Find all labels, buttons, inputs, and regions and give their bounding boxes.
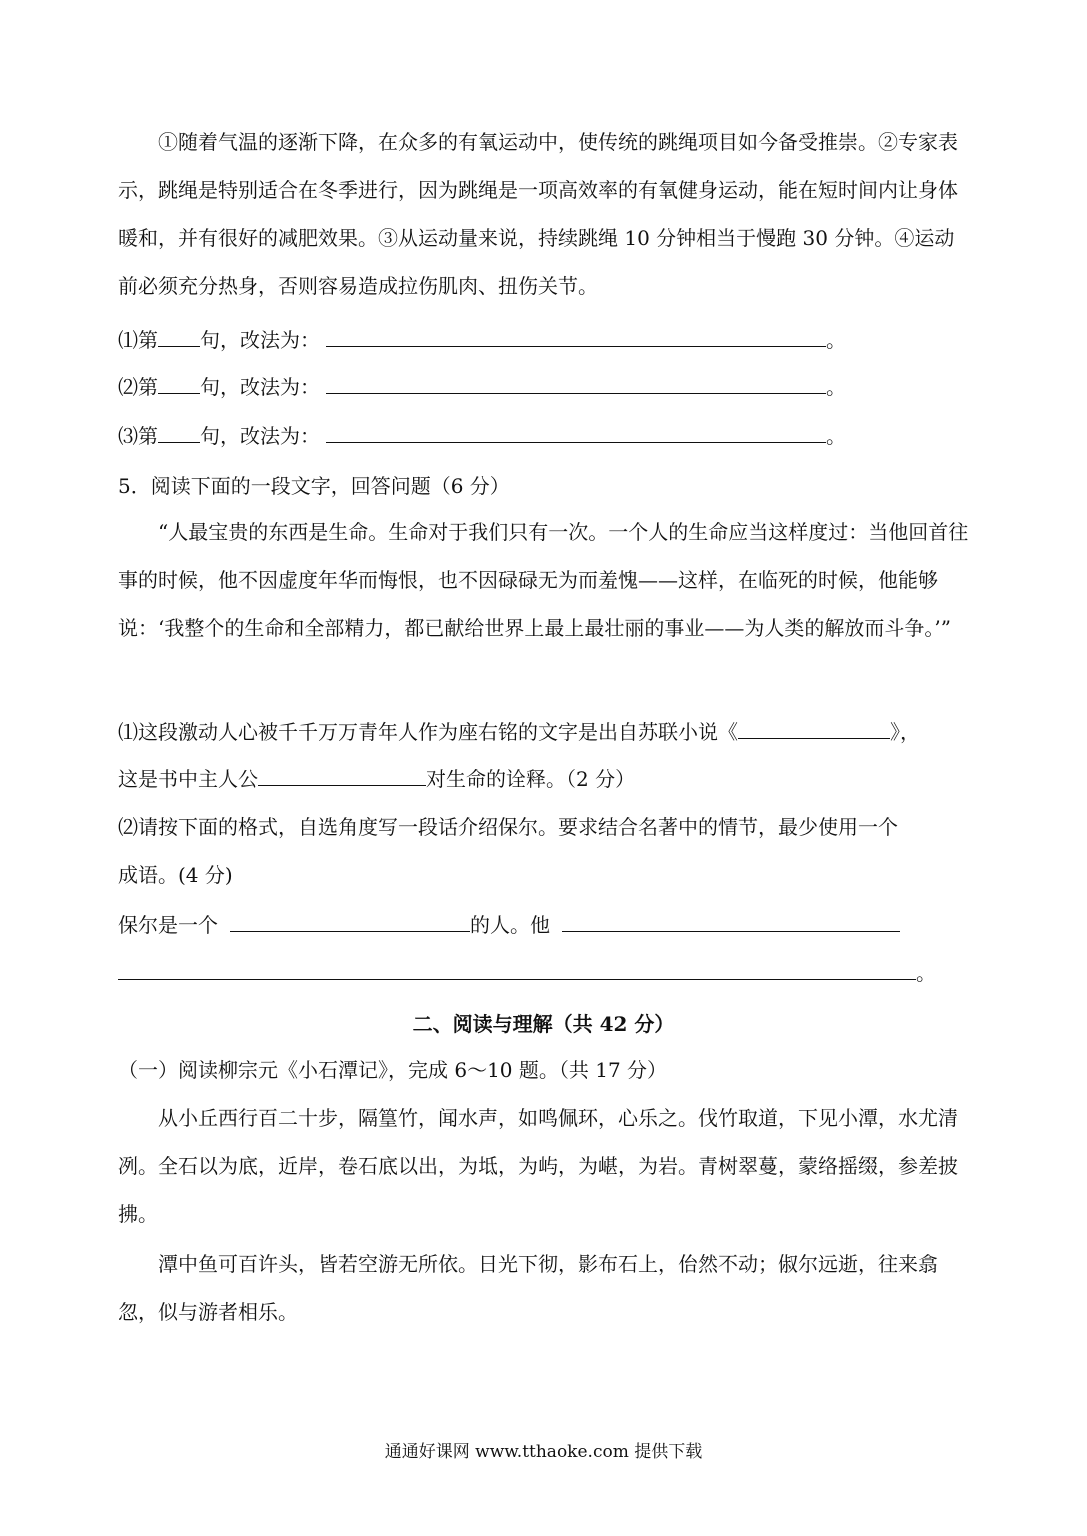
page-footer: 通通好课网 www.tthaoke.com 提供下载 bbox=[384, 1442, 703, 1462]
answer-end: 。 bbox=[826, 424, 846, 448]
q4-answer-3 bbox=[118, 422, 846, 450]
q5-fill-line1 bbox=[118, 911, 900, 939]
revision-blank[interactable] bbox=[326, 326, 826, 347]
classical-para-1 bbox=[118, 1094, 970, 1238]
novel-title-blank[interactable] bbox=[738, 718, 890, 739]
q4-passage-text: ①随着气温的逐渐下降，在众多的有氧运动中，使传统的跳绳项目如今备受推崇。②专家表示，跳绳是特别适合在冬季进行，因为跳绳是一项高效率的有氧健身运动，能在短时间内让身体暖和，并有很好的减肥效果。③从运动量来说，持续跳绳 10 分钟相当于慢跑 30 分钟。④运动前必须充分热身，否则容易造成拉伤肌肉、扭伤关节。 bbox=[118, 130, 958, 298]
plot-blank-continued[interactable] bbox=[118, 959, 916, 980]
classical-para-2 bbox=[118, 1240, 970, 1336]
answer-label: 句，改法为： bbox=[200, 375, 320, 399]
q4-answer-1 bbox=[118, 326, 846, 354]
answer-prefix: 第 bbox=[138, 375, 158, 399]
q5-quote bbox=[118, 508, 970, 652]
sub1-text: ⑴这段激动人心被千千万万青年人作为座右铭的文字是出自苏联小说《 bbox=[118, 720, 738, 744]
protagonist-blank[interactable] bbox=[258, 765, 426, 786]
sub1-text-d: 对生命的诠释。（2 分） bbox=[426, 767, 636, 791]
answer-prefix: 第 bbox=[138, 328, 158, 352]
fill-middle: 的人。他 bbox=[470, 913, 550, 937]
revision-blank[interactable] bbox=[326, 373, 826, 394]
answer-number: ⑵ bbox=[118, 375, 138, 399]
sub1-text-end: 》， bbox=[890, 720, 920, 744]
answer-label: 句，改法为： bbox=[200, 424, 320, 448]
part1-heading: （一）阅读柳宗元《小石潭记》，完成 6～10 题。（共 17 分） bbox=[118, 1058, 668, 1082]
answer-number: ⑶ bbox=[118, 424, 138, 448]
answer-label: 句，改法为： bbox=[200, 328, 320, 352]
sentence-number-blank[interactable] bbox=[158, 422, 200, 443]
q5-heading: 5．阅读下面的一段文字，回答问题（6 分） bbox=[118, 474, 510, 498]
sentence-number-blank[interactable] bbox=[158, 373, 200, 394]
q4-passage bbox=[118, 118, 970, 310]
fill-prefix: 保尔是一个 bbox=[118, 913, 218, 937]
plot-blank[interactable] bbox=[562, 911, 900, 932]
answer-end: 。 bbox=[826, 328, 846, 352]
fill-end: 。 bbox=[916, 961, 936, 985]
trait-blank[interactable] bbox=[230, 911, 470, 932]
answer-number: ⑴ bbox=[118, 328, 138, 352]
q4-answer-2 bbox=[118, 373, 846, 401]
q5-quote-text: “人最宝贵的东西是生命。生命对于我们只有一次。一个人的生命应当这样度过：当他回首往事的时候，他不因虚度年华而悔恨，也不因碌碌无为而羞愧——这样，在临死的时候，他能够说：‘我整个的生命和全部精力，都已献给世界上最上最壮丽的事业——为人类的解放而斗争。’” bbox=[118, 520, 969, 640]
q5-sub1-line1 bbox=[118, 718, 920, 746]
revision-blank[interactable] bbox=[326, 422, 826, 443]
sentence-number-blank[interactable] bbox=[158, 326, 200, 347]
q5-sub2-line1: ⑵请按下面的格式，自选角度写一段话介绍保尔。要求结合名著中的情节，最少使用一个 bbox=[118, 815, 898, 839]
sub1-text-c: 这是书中主人公 bbox=[118, 767, 258, 791]
section-title: 二、阅读与理解（共 42 分） bbox=[412, 1012, 675, 1036]
answer-end: 。 bbox=[826, 375, 846, 399]
answer-prefix: 第 bbox=[138, 424, 158, 448]
classical-para-1-text: 从小丘西行百二十步，隔篁竹，闻水声，如鸣佩环，心乐之。伐竹取道，下见小潭，水尤清冽。全石以为底，近岸，卷石底以出，为坻，为屿，为嵁，为岩。青树翠蔓，蒙络摇缀，参差披拂。 bbox=[118, 1106, 958, 1226]
classical-para-2-text: 潭中鱼可百许头，皆若空游无所依。日光下彻，影布石上，佁然不动；俶尔远逝，往来翕忽，似与游者相乐。 bbox=[118, 1252, 938, 1324]
q5-sub1-line2 bbox=[118, 765, 635, 793]
q5-fill-line2 bbox=[118, 959, 936, 987]
q5-sub2-line2: 成语。(4 分) bbox=[118, 863, 233, 887]
